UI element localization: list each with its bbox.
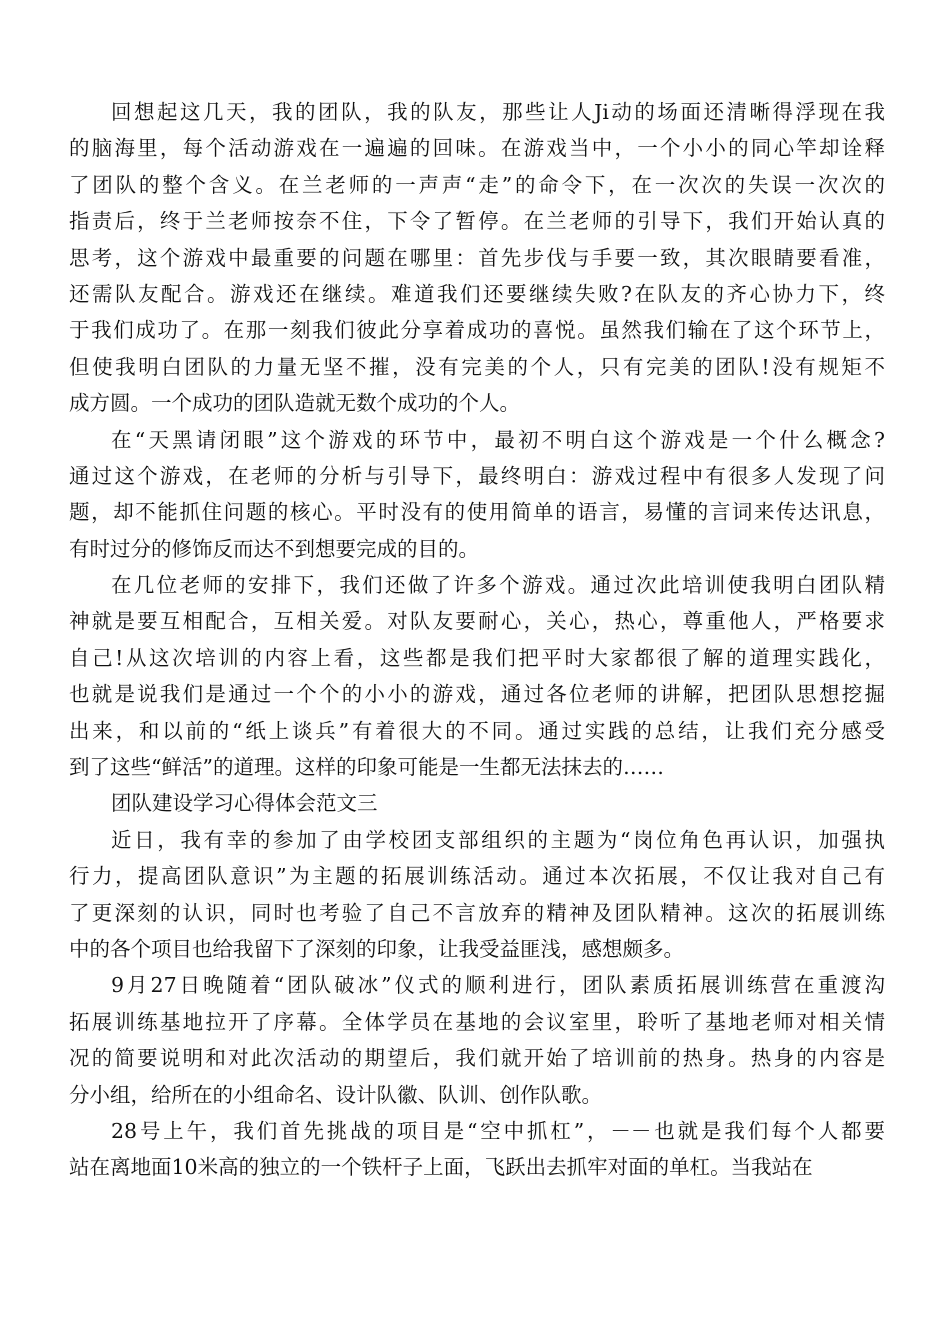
text-line: 在“天黑请闭眼”这个游戏的环节中，最初不明白这个游戏是一个什么概念? <box>111 427 885 452</box>
text-line: 于我们成功了。在那一刻我们彼此分享着成功的喜悦。虽然我们输在了这个环节上， <box>69 318 885 343</box>
paragraph <box>69 94 885 422</box>
text-line: 成方圆。一个成功的团队造就无数个成功的个人。 <box>69 391 520 416</box>
text-line: 近日，我有幸的参加了由学校团支部组织的主题为“岗位角色再认识，加强执 <box>111 827 885 852</box>
text-line: 的脑海里，每个活动游戏在一遍遍的回味。在游戏当中，一个小小的同心竿却诠释 <box>69 136 885 161</box>
text-line: 拓展训练基地拉开了序幕。全体学员在基地的会议室里，聆听了基地老师对相关情 <box>69 1009 885 1034</box>
text-line: 分小组，给所在的小组命名、设计队徽、队训、创作队歌。 <box>69 1082 602 1107</box>
text-line: 思考，这个游戏中最重要的问题在哪里：首先步伐与手要一致，其次眼睛要看准， <box>69 245 885 270</box>
text-line: 中的各个项目也给我留下了深刻的印象，让我受益匪浅，感想颇多。 <box>69 936 684 961</box>
text-line: 通过这个游戏，在老师的分析与引导下，最终明白：游戏过程中有很多人发现了问 <box>69 463 885 488</box>
paragraph <box>69 422 885 568</box>
text-line: 有时过分的修饰反而达不到想要完成的目的。 <box>69 536 479 561</box>
text-line: 题，却不能抓住问题的核心。平时没有的使用简单的语言，易懂的言词来传达讯息， <box>69 500 885 525</box>
text-line: 行力，提高团队意识”为主题的拓展训练活动。通过本次拓展，不仅让我对自己有 <box>69 864 885 889</box>
text-line: 出来，和以前的“纸上谈兵”有着很大的不同。通过实践的总结，让我们充分感受 <box>69 718 885 743</box>
paragraph <box>69 567 885 785</box>
text-line: 团队建设学习心得体会范文三 <box>111 791 378 816</box>
text-line: 况的简要说明和对此次活动的期望后，我们就开始了培训前的热身。热身的内容是 <box>69 1046 885 1071</box>
text-line: 在几位老师的安排下，我们还做了许多个游戏。通过次此培训使我明白团队精 <box>111 573 885 598</box>
text-line: 了更深刻的认识，同时也考验了自己不言放弃的精神及团队精神。这次的拓展训练 <box>69 900 885 925</box>
text-line: 神就是要互相配合，互相关爱。对队友要耐心，关心，热心，尊重他人，严格要求 <box>69 609 885 634</box>
text-line: 了团队的整个含义。在兰老师的一声声“走”的命令下，在一次次的失误一次次的 <box>69 172 885 197</box>
paragraph <box>69 967 885 1113</box>
text-line: 指责后，终于兰老师按奈不住，下令了暂停。在兰老师的引导下，我们开始认真的 <box>69 209 885 234</box>
paragraph <box>69 785 885 821</box>
text-line: 但使我明白团队的力量无坚不摧，没有完美的个人，只有完美的团队!没有规矩不 <box>69 354 885 379</box>
paragraph <box>69 822 885 968</box>
text-line: 也就是说我们是通过一个个的小小的游戏，通过各位老师的讲解，把团队思想挖掘 <box>69 682 885 707</box>
text-line: 回想起这几天，我的团队，我的队友，那些让人Ji动的场面还清晰得浮现在我 <box>111 100 885 124</box>
document-body <box>69 94 885 1186</box>
text-line: 还需队友配合。游戏还在继续。难道我们还要继续失败?在队友的齐心协力下，终 <box>69 281 885 306</box>
text-line: 9月27日晚随着“团队破冰”仪式的顺利进行，团队素质拓展训练营在重渡沟 <box>111 973 885 998</box>
text-line: 28号上午，我们首先挑战的项目是“空中抓杠”，－－也就是我们每个人都要 <box>111 1118 885 1143</box>
text-line: 站在离地面10米高的独立的一个铁杆子上面，飞跃出去抓牢对面的单杠。当我站在 <box>69 1155 813 1180</box>
text-line: 到了这些“鲜活”的道理。这样的印象可能是一生都无法抹去的…… <box>69 755 664 780</box>
text-line: 自己!从这次培训的内容上看，这些都是我们把平时大家都很了解的道理实践化， <box>69 645 885 670</box>
paragraph <box>69 1113 885 1186</box>
